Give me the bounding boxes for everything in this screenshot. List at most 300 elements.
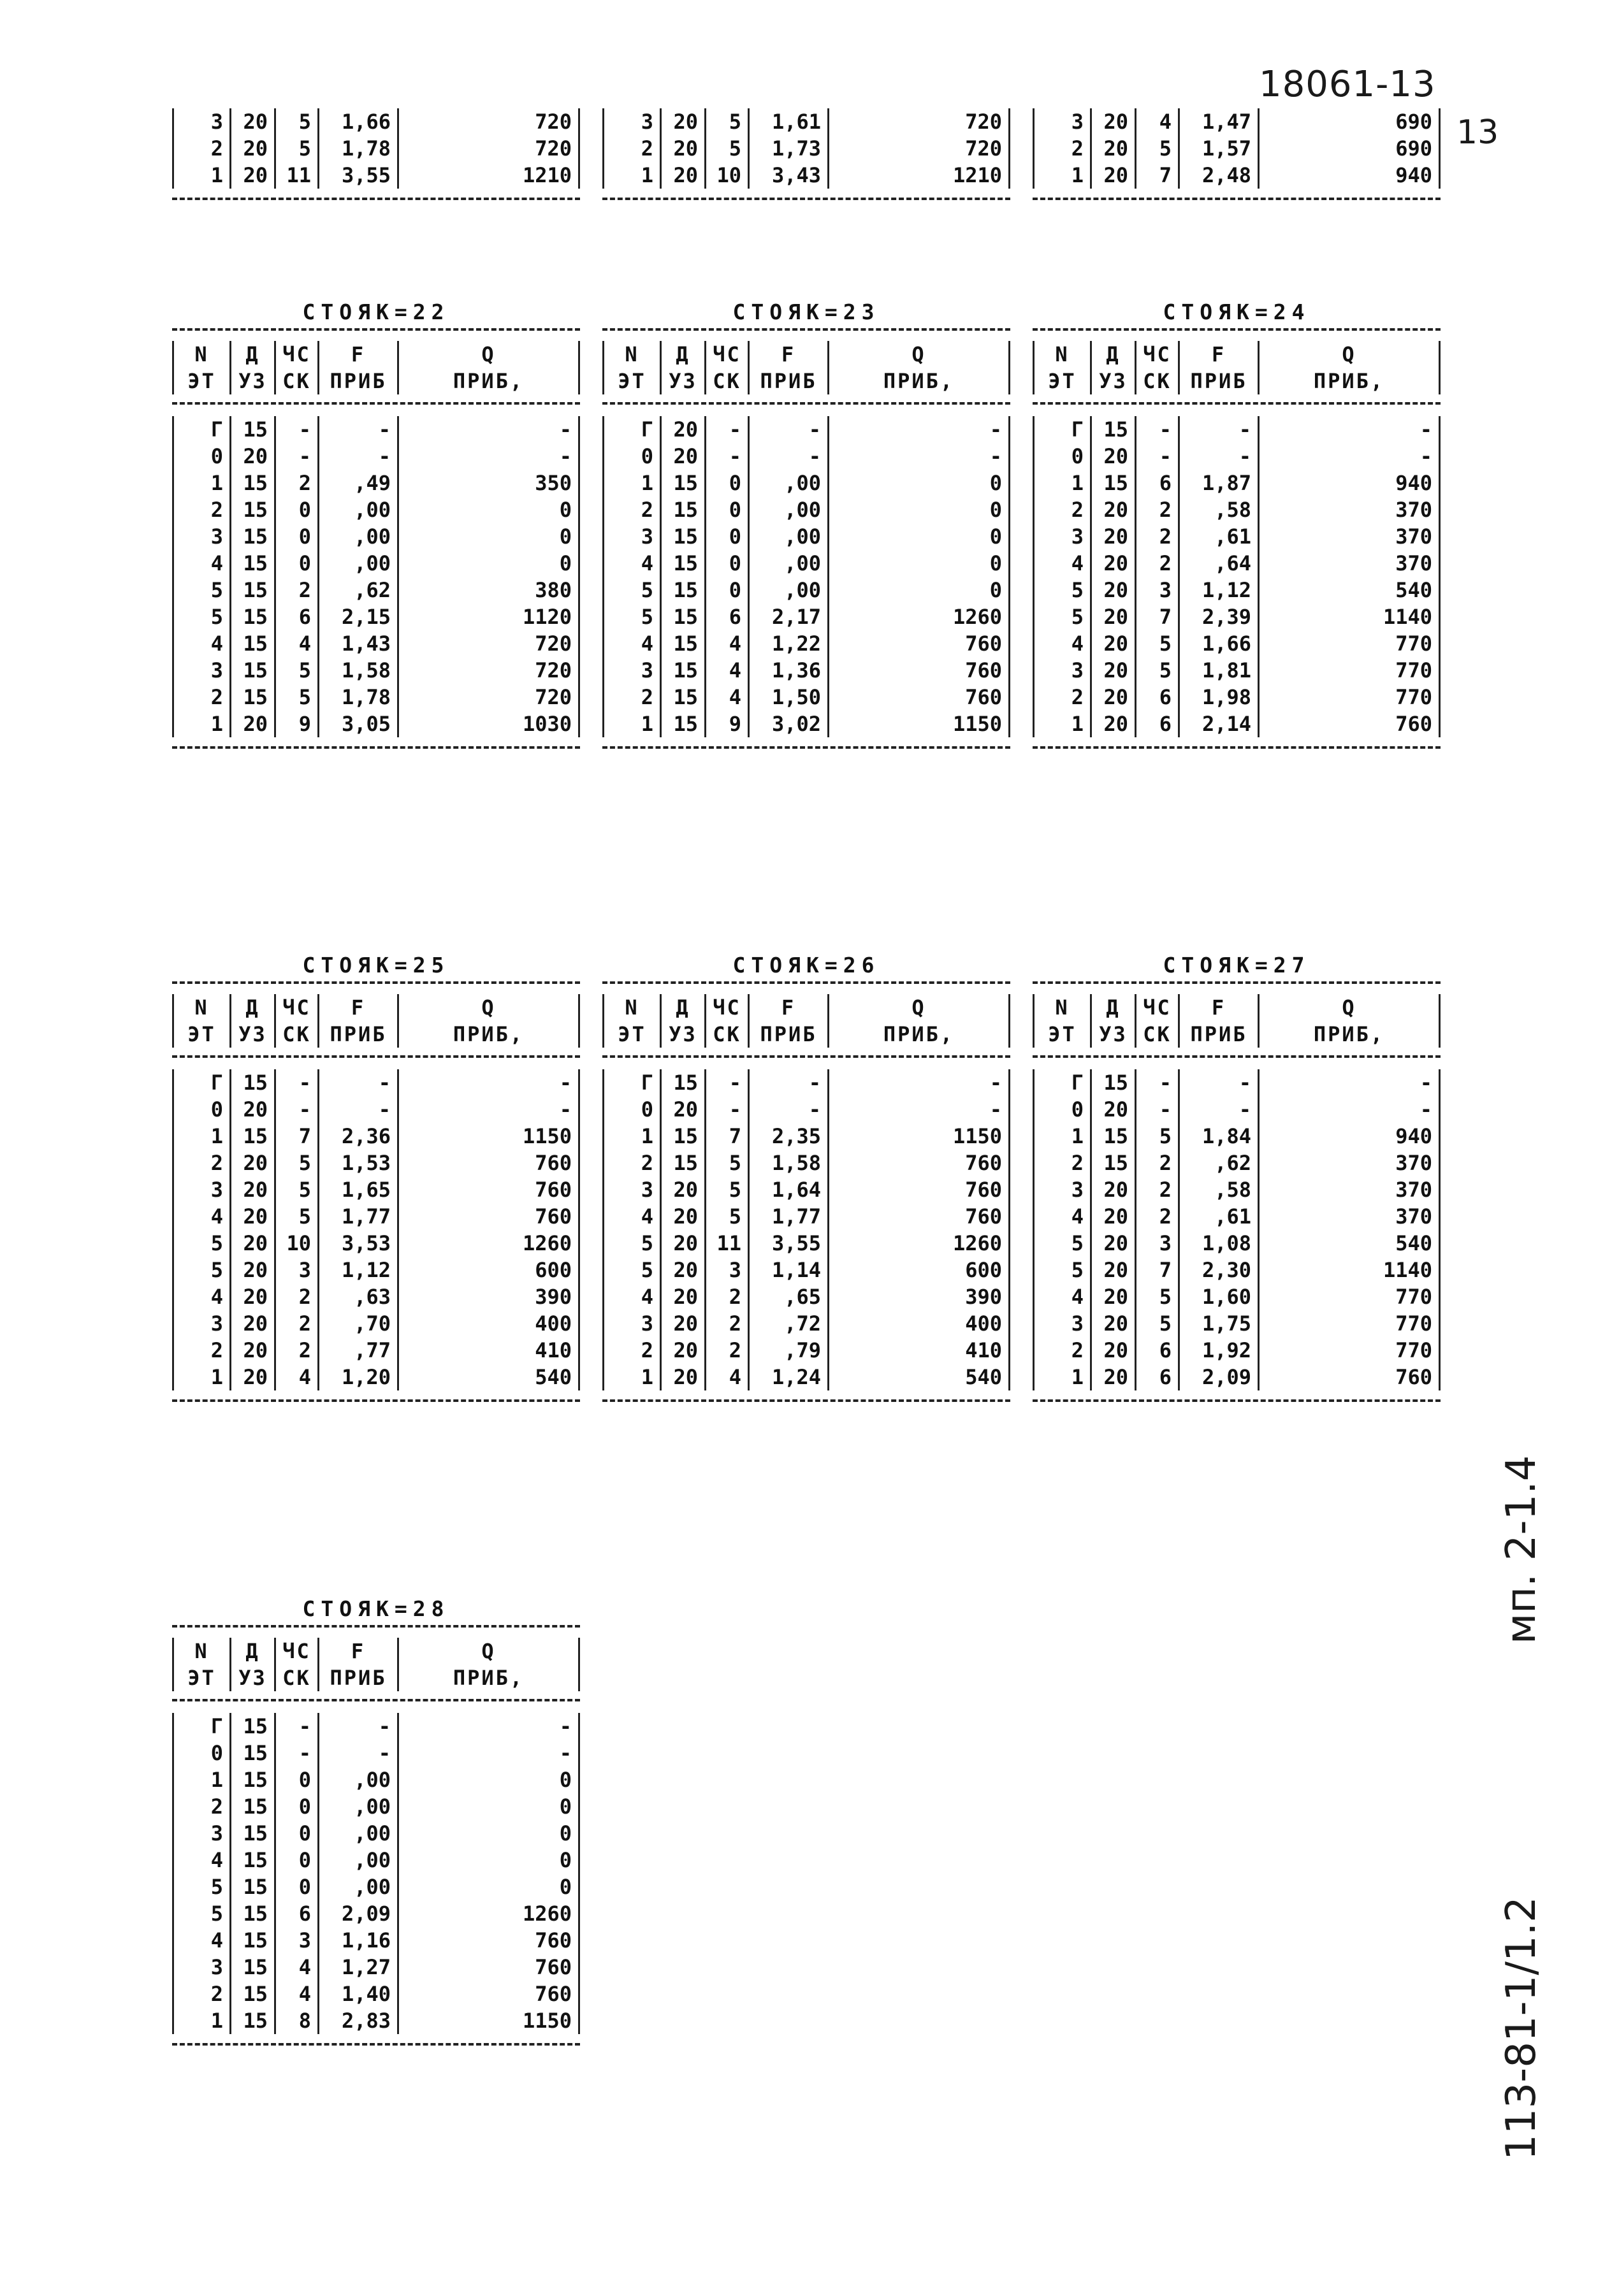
table-row [602,1123,1010,1150]
handwritten-document-number: 18061-13 [1259,64,1436,105]
header-floor-number: ЭТ [1035,1021,1092,1048]
cell-node-diameter: 20 [1092,711,1136,737]
cell-floor-number: 3 [174,1310,231,1337]
cell-floor-number: 4 [174,550,231,577]
cell-floor-number: 5 [604,1230,662,1257]
header-floor-number: N [1035,994,1092,1021]
dashed-rule [172,402,580,405]
cell-section-count: 10 [706,162,750,189]
table-row [1033,108,1441,135]
cell-device-area: 3,02 [750,711,829,737]
cell-device-heat: 720 [535,110,572,134]
cell-node-diameter: 20 [231,1096,276,1123]
cell-device-heat: - [1419,1097,1432,1122]
header-device-heat: ПРИБ, [883,1022,955,1046]
cell-device-area: 3,05 [319,711,399,737]
cell-node-diameter: 20 [1092,1230,1136,1257]
partial-table-1 [172,108,580,200]
cell-device-area: 2,15 [319,603,399,630]
cell-section-count: 2 [1136,523,1180,550]
cell-node-diameter: 20 [662,416,706,443]
cell-node-diameter: 15 [662,523,706,550]
cell-floor-number: 1 [604,162,662,189]
cell-device-area: 3,53 [319,1230,399,1257]
cell-device-area: ,00 [319,1793,399,1820]
table-row [602,1096,1010,1123]
table-header-row [602,1021,1010,1048]
table-title: СТОЯК=28 [302,1596,450,1621]
cell-node-diameter: 15 [231,603,276,630]
cell-floor-number: 5 [174,1230,231,1257]
table-row [1033,577,1441,603]
header-node-diameter: Д [1092,994,1136,1021]
cell-floor-number: 0 [604,443,662,470]
dashed-rule [602,198,1010,200]
table-row [1033,1096,1441,1123]
cell-device-heat: 0 [559,1794,572,1819]
cell-floor-number: 1 [604,711,662,737]
cell-device-area: ,58 [1180,496,1260,523]
table-row [602,1310,1010,1337]
header-device-area: F [1180,341,1260,368]
cell-section-count: - [706,443,750,470]
cell-device-area: ,00 [319,1874,399,1900]
table-row [172,577,580,603]
table-row [1033,657,1441,684]
table-row [172,470,580,496]
table-row [1033,523,1441,550]
cell-floor-number: 1 [1035,162,1092,189]
cell-section-count: - [1136,443,1180,470]
cell-device-area: 1,08 [1180,1230,1260,1257]
cell-node-diameter: 20 [1092,1176,1136,1203]
cell-node-diameter: 20 [662,162,706,189]
cell-section-count: 6 [276,603,319,630]
table-row [172,684,580,711]
table-header-row [1033,1021,1441,1048]
cell-device-heat: 1140 [1383,605,1432,629]
cell-device-heat: 760 [965,685,1002,709]
header-section-count: СК [706,368,750,394]
table-row [1033,630,1441,657]
cell-device-heat: - [1419,1071,1432,1095]
riser-table-5 [602,949,1010,1402]
cell-node-diameter: 20 [1092,1310,1136,1337]
cell-device-area: 2,14 [1180,711,1260,737]
cell-floor-number: 4 [604,1203,662,1230]
header-device-heat: Q [481,1639,496,1663]
cell-device-area: - [1180,443,1260,470]
cell-device-area: 3,55 [750,1230,829,1257]
page-number: 13 [1456,113,1499,152]
cell-node-diameter: 20 [1092,108,1136,135]
table-row [602,1230,1010,1257]
table-row [1033,1310,1441,1337]
cell-device-heat: 760 [965,1204,1002,1229]
cell-node-diameter: 15 [231,1069,276,1096]
table-header-row [602,994,1010,1021]
cell-device-area: - [319,443,399,470]
cell-device-area: ,49 [319,470,399,496]
cell-floor-number: 3 [174,1176,231,1203]
cell-node-diameter: 15 [231,1820,276,1847]
cell-floor-number: 3 [1035,108,1092,135]
header-device-heat: ПРИБ, [453,1666,525,1690]
cell-node-diameter: 15 [231,1927,276,1954]
header-node-diameter: УЗ [662,368,706,394]
cell-device-heat: 540 [535,1365,572,1389]
cell-section-count: 2 [276,470,319,496]
riser-table-7 [172,1593,580,2046]
cell-floor-number: 2 [174,684,231,711]
header-section-count: ЧС [1136,994,1180,1021]
header-section-count: СК [706,1021,750,1048]
table-row [602,416,1010,443]
cell-floor-number: 1 [1035,470,1092,496]
cell-device-heat: - [559,444,572,468]
cell-device-heat: 760 [965,1151,1002,1175]
cell-section-count: 2 [1136,1150,1180,1176]
table-row [602,470,1010,496]
dashed-rule [602,746,1010,749]
cell-device-area: 2,09 [319,1900,399,1927]
cell-node-diameter: 15 [662,630,706,657]
cell-device-area: 2,36 [319,1123,399,1150]
cell-section-count: 0 [706,496,750,523]
cell-section-count: 3 [276,1257,319,1283]
header-device-area: ПРИБ [750,368,829,394]
table-row [602,108,1010,135]
cell-section-count: 2 [1136,1203,1180,1230]
cell-floor-number: Г [1035,416,1092,443]
cell-section-count: - [276,443,319,470]
dashed-rule [172,1699,580,1701]
cell-floor-number: 3 [604,1176,662,1203]
cell-node-diameter: 20 [662,1364,706,1390]
cell-device-area: 1,12 [319,1257,399,1283]
table-row [602,1176,1010,1203]
header-device-area: ПРИБ [750,1021,829,1048]
dashed-rule [1033,981,1441,984]
cell-node-diameter: 15 [231,1900,276,1927]
table-row [602,1283,1010,1310]
cell-device-area: 1,73 [750,135,829,162]
cell-node-diameter: 15 [1092,416,1136,443]
cell-floor-number: 1 [1035,1123,1092,1150]
cell-node-diameter: 20 [1092,523,1136,550]
header-node-diameter: УЗ [1092,368,1136,394]
cell-floor-number: 2 [604,1150,662,1176]
cell-device-heat: 690 [1395,136,1432,161]
table-row [172,443,580,470]
cell-floor-number: 2 [174,496,231,523]
cell-device-area: 2,48 [1180,162,1260,189]
header-section-count: СК [276,1664,319,1691]
header-device-heat: Q [911,995,926,1020]
table-row [602,711,1010,737]
cell-node-diameter: 20 [231,1230,276,1257]
cell-device-area: ,77 [319,1337,399,1364]
cell-floor-number: 2 [174,1337,231,1364]
table-row [1033,1150,1441,1176]
table-row [1033,684,1441,711]
cell-section-count: 5 [1136,657,1180,684]
table-header-row [172,994,580,1021]
cell-device-heat: 760 [965,658,1002,682]
table-row [172,1283,580,1310]
dashed-rule [1033,328,1441,331]
cell-node-diameter: 20 [1092,443,1136,470]
table-row [172,711,580,737]
cell-section-count: 7 [706,1123,750,1150]
header-node-diameter: Д [662,994,706,1021]
cell-device-area: 1,60 [1180,1283,1260,1310]
cell-floor-number: 0 [174,1096,231,1123]
table-row [602,577,1010,603]
cell-section-count: 0 [276,1847,319,1874]
cell-device-heat: 540 [1395,578,1432,602]
cell-node-diameter: 15 [231,1954,276,1981]
riser-table-1 [172,296,580,749]
table-row [172,108,580,135]
dashed-rule [1033,1055,1441,1058]
header-node-diameter: УЗ [1092,1021,1136,1048]
cell-device-heat: 760 [535,1204,572,1229]
table-row [1033,135,1441,162]
cell-node-diameter: 20 [1092,1283,1136,1310]
cell-section-count: 4 [276,1364,319,1390]
cell-device-area: ,00 [750,550,829,577]
header-device-heat: Q [481,342,496,366]
cell-device-area: ,00 [750,496,829,523]
header-device-area: F [750,341,829,368]
cell-node-diameter: 15 [1092,1123,1136,1150]
cell-device-heat: 370 [1395,1204,1432,1229]
cell-node-diameter: 15 [662,603,706,630]
cell-section-count: 4 [706,657,750,684]
cell-floor-number: Г [174,416,231,443]
cell-section-count: 5 [1136,1310,1180,1337]
cell-device-heat: 1210 [522,163,572,187]
cell-device-area: ,62 [319,577,399,603]
cell-device-area: 1,84 [1180,1123,1260,1150]
cell-section-count: 5 [706,1203,750,1230]
cell-floor-number: 5 [174,577,231,603]
cell-section-count: 5 [276,1176,319,1203]
cell-device-heat: 760 [535,1955,572,1979]
cell-floor-number: 1 [174,2007,231,2034]
cell-node-diameter: 20 [231,1150,276,1176]
cell-device-area: 1,24 [750,1364,829,1390]
cell-node-diameter: 20 [231,108,276,135]
table-row [602,1364,1010,1390]
table-row [172,523,580,550]
header-device-area: F [319,1638,399,1664]
cell-device-heat: - [559,1741,572,1765]
cell-device-heat: 760 [1395,712,1432,736]
cell-section-count: 2 [1136,496,1180,523]
cell-device-heat: 770 [1395,685,1432,709]
table-row [602,1069,1010,1096]
cell-node-diameter: 15 [231,1981,276,2007]
cell-device-area: - [750,443,829,470]
cell-device-heat: 540 [1395,1231,1432,1255]
cell-node-diameter: 20 [662,135,706,162]
dashed-rule [172,981,580,984]
cell-device-heat: 0 [559,1821,572,1845]
cell-section-count: 10 [276,1230,319,1257]
cell-node-diameter: 15 [231,523,276,550]
table-row [1033,1364,1441,1390]
cell-device-area: 1,43 [319,630,399,657]
cell-device-heat: 720 [535,136,572,161]
cell-section-count: - [706,416,750,443]
table-row [172,1150,580,1176]
table-row [1033,443,1441,470]
cell-section-count: 11 [276,162,319,189]
header-device-heat: Q [481,995,496,1020]
table-row [602,135,1010,162]
cell-device-heat: 760 [965,632,1002,656]
cell-device-area: 1,92 [1180,1337,1260,1364]
cell-device-heat: - [1419,444,1432,468]
cell-floor-number: 2 [174,1150,231,1176]
header-node-diameter: Д [231,341,276,368]
cell-node-diameter: 15 [662,470,706,496]
cell-device-area: 1,64 [750,1176,829,1203]
cell-node-diameter: 20 [662,1203,706,1230]
cell-device-area: - [319,1096,399,1123]
cell-device-heat: 760 [535,1178,572,1202]
header-device-heat: Q [1342,995,1356,1020]
cell-device-heat: 390 [535,1285,572,1309]
cell-section-count: 6 [1136,711,1180,737]
table-row [602,657,1010,684]
dashed-rule [172,198,580,200]
cell-node-diameter: 20 [1092,603,1136,630]
cell-device-heat: - [559,1071,572,1095]
cell-device-heat: 0 [989,471,1002,495]
header-floor-number: N [1035,341,1092,368]
cell-device-area: 1,50 [750,684,829,711]
cell-section-count: 0 [276,1874,319,1900]
header-floor-number: ЭТ [604,368,662,394]
cell-floor-number: 1 [174,1766,231,1793]
cell-device-heat: 940 [1395,1124,1432,1148]
table-header-row [172,368,580,394]
cell-section-count: - [1136,1096,1180,1123]
dashed-rule [602,981,1010,984]
header-section-count: ЧС [276,994,319,1021]
cell-node-diameter: 15 [231,577,276,603]
cell-section-count: 3 [706,1257,750,1283]
cell-section-count: 7 [1136,162,1180,189]
cell-floor-number: 2 [604,496,662,523]
cell-device-heat: 0 [559,1848,572,1872]
cell-section-count: 5 [1136,630,1180,657]
cell-device-area: 1,66 [1180,630,1260,657]
cell-device-heat: 1210 [952,163,1002,187]
table-row [602,1203,1010,1230]
dashed-rule [602,1399,1010,1402]
partial-table-2 [602,108,1010,200]
cell-device-area: 1,77 [750,1203,829,1230]
cell-section-count: - [706,1096,750,1123]
table-row [1033,1230,1441,1257]
cell-device-area: ,00 [750,577,829,603]
cell-floor-number: 4 [174,630,231,657]
cell-device-area: 1,40 [319,1981,399,2007]
cell-device-heat: 0 [559,1875,572,1899]
cell-floor-number: 5 [1035,1257,1092,1283]
table-row [172,1740,580,1766]
cell-device-heat: 760 [535,1982,572,2006]
header-device-area: F [319,994,399,1021]
cell-node-diameter: 20 [231,1310,276,1337]
riser-table-3 [1033,296,1441,749]
header-device-area: ПРИБ [1180,1021,1260,1048]
dashed-rule [1033,746,1441,749]
table-row [172,496,580,523]
cell-section-count: 2 [1136,550,1180,577]
table-header-row [172,1638,580,1664]
cell-node-diameter: 15 [231,657,276,684]
cell-floor-number: 2 [1035,496,1092,523]
cell-device-heat: 770 [1395,1285,1432,1309]
table-row [1033,1257,1441,1283]
riser-table-2 [602,296,1010,749]
cell-floor-number: 1 [604,1123,662,1150]
table-row [172,630,580,657]
cell-device-heat: 760 [535,1151,572,1175]
cell-device-heat: 770 [1395,658,1432,682]
table-row [172,1364,580,1390]
cell-device-area: 3,43 [750,162,829,189]
cell-floor-number: 1 [604,470,662,496]
table-row [172,1310,580,1337]
header-device-area: F [750,994,829,1021]
table-header-row [172,341,580,368]
header-section-count: ЧС [706,341,750,368]
dashed-rule [172,328,580,331]
cell-device-heat: 0 [559,1768,572,1792]
vertical-document-code: 113-81-1/1.2 [1498,1896,1545,2160]
cell-device-heat: 600 [965,1258,1002,1282]
header-floor-number: ЭТ [1035,368,1092,394]
cell-device-area: 1,77 [319,1203,399,1230]
cell-node-diameter: 20 [1092,1337,1136,1364]
dashed-rule [602,402,1010,405]
cell-node-diameter: 20 [662,1257,706,1283]
cell-floor-number: 5 [174,1900,231,1927]
table-row [172,657,580,684]
cell-node-diameter: 15 [231,1740,276,1766]
table-row [1033,1283,1441,1310]
riser-table-4 [172,949,580,1402]
riser-table-6 [1033,949,1441,1402]
cell-floor-number: 0 [174,443,231,470]
cell-floor-number: 3 [604,108,662,135]
cell-section-count: 6 [1136,1337,1180,1364]
cell-node-diameter: 20 [1092,657,1136,684]
cell-section-count: 0 [276,550,319,577]
cell-device-area: 1,98 [1180,684,1260,711]
cell-device-area: - [319,1740,399,1766]
header-device-area: F [319,341,399,368]
header-floor-number: ЭТ [174,368,231,394]
cell-node-diameter: 20 [662,108,706,135]
cell-device-area: 1,61 [750,108,829,135]
